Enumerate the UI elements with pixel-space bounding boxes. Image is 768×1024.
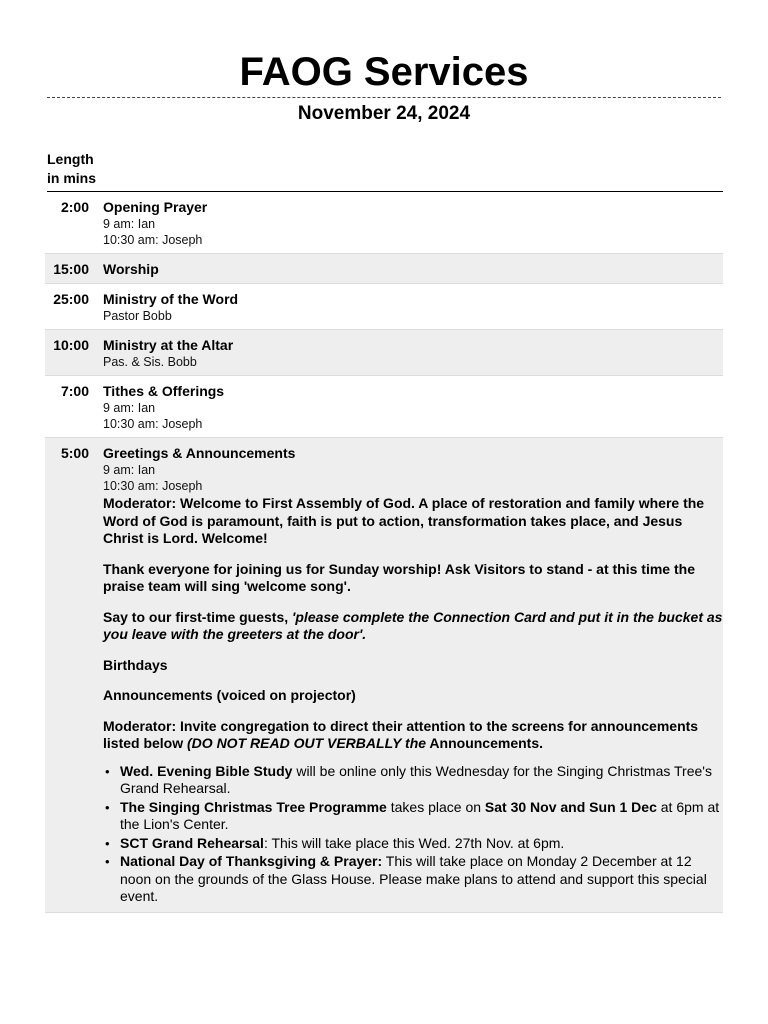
item-title: Ministry at the Altar <box>103 337 234 353</box>
announcement-title: The Singing Christmas Tree Programme <box>120 798 387 815</box>
item-detail: 10:30 am: Joseph <box>103 417 203 431</box>
item-length: 2:00 <box>60 199 89 215</box>
announcement-text-cont: at 6pm at the Lion's Center. <box>120 798 720 832</box>
item-length: 25:00 <box>53 291 89 307</box>
announcement-list <box>103 763 723 906</box>
announcement-text: This will take place on Monday 2 December at 12 noon on the grounds of the Glass House. Please make plans to attend and support this special event. <box>120 853 707 904</box>
item-title: Ministry of the Word <box>103 291 239 307</box>
item-length: 15:00 <box>53 261 89 277</box>
guests-intro: Say to our first-time guests, <box>103 608 293 625</box>
announcement-item <box>120 835 723 853</box>
guests-quote: 'please complete the Connection Card and put it in the bucket as you leave with the greeters at the door'. <box>103 608 723 642</box>
item-length: 5:00 <box>60 445 89 461</box>
length-label: Length <box>47 151 94 167</box>
announcement-item <box>120 853 723 906</box>
item-detail: 10:30 am: Joseph <box>103 233 203 247</box>
title-divider <box>47 97 721 98</box>
item-title: Worship <box>103 261 159 277</box>
service-date: November 24, 2024 <box>297 103 471 124</box>
length-unit-label: in mins <box>47 170 97 186</box>
announcements-heading: Announcements (voiced on projector) <box>103 687 356 703</box>
item-detail: 9 am: Ian <box>103 401 156 415</box>
item-detail: Pastor Bobb <box>103 309 172 323</box>
announcement-item <box>120 763 723 798</box>
item-detail: 9 am: Ian <box>103 463 156 477</box>
item-detail: Pas. & Sis. Bobb <box>103 355 197 369</box>
invite-italic: (DO NOT READ OUT VERBALLY the <box>187 735 427 751</box>
birthdays-heading: Birthdays <box>103 656 168 673</box>
invite-text: Moderator: Invite congregation to direct their attention to the screens for announcements listed below <box>103 717 699 751</box>
announcement-item <box>120 799 723 834</box>
length-column-header <box>47 150 96 188</box>
item-title: Tithes & Offerings <box>103 383 225 399</box>
item-detail: 10:30 am: Joseph <box>103 479 203 493</box>
invite-end: Announcements. <box>426 735 543 751</box>
thank-everyone-note: Thank everyone for joining us for Sunday worship! Ask Visitors to stand - at this time the praise team will sing 'welcome song'. <box>103 560 695 594</box>
service-item-tithes-offerings <box>45 376 723 438</box>
announcement-title: SCT Grand Rehearsal <box>120 834 264 851</box>
item-title: Opening Prayer <box>103 199 208 215</box>
service-item-opening-prayer <box>45 192 723 254</box>
service-item-ministry-of-the-word <box>45 284 723 330</box>
page-title: FAOG Services <box>239 50 529 94</box>
announcement-text: : This will take place this Wed. 27th Nov. at 6pm. <box>263 834 565 851</box>
moderator-welcome: Moderator: Welcome to First Assembly of God. A place of restoration and family where the Word of God is paramount, faith is put to action, transformation takes place, and Jesus Christ is Lord. Welcome! <box>103 495 705 546</box>
first-time-guests-note <box>103 609 723 644</box>
service-item-greetings-announcements <box>45 438 723 913</box>
announcement-title: National Day of Thanksgiving & Prayer: <box>120 853 383 869</box>
item-length: 7:00 <box>60 383 89 399</box>
service-item-ministry-at-the-altar <box>45 330 723 376</box>
item-title: Greetings & Announcements <box>103 445 296 461</box>
moderator-invite <box>103 718 723 753</box>
item-length: 10:00 <box>53 337 89 353</box>
announcement-dates: Sat 30 Nov and Sun 1 Dec <box>484 798 657 815</box>
announcement-title: Wed. Evening Bible Study <box>120 762 293 779</box>
announcement-text: will be online only this Wednesday for the Singing Christmas Tree's Grand Rehearsal. <box>120 762 712 796</box>
service-item-worship <box>45 254 723 284</box>
service-order-list <box>45 192 723 913</box>
item-detail: 9 am: Ian <box>103 217 156 231</box>
announcement-text: takes place on <box>386 798 485 815</box>
